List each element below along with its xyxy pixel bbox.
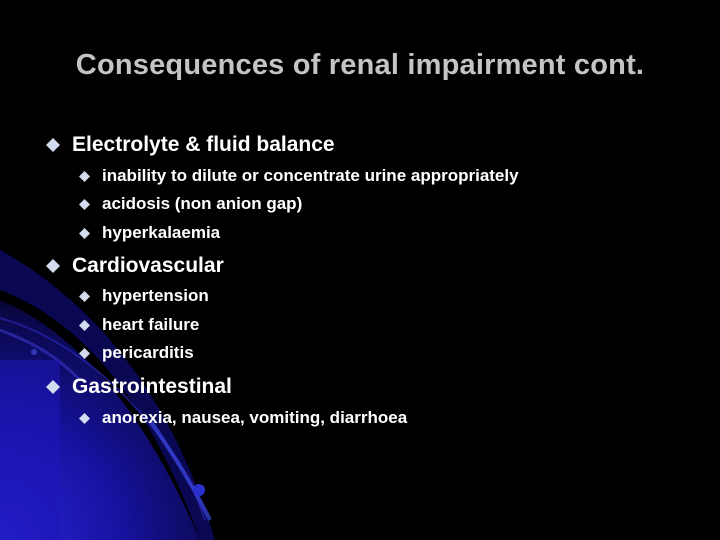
diamond-icon (79, 228, 90, 239)
bullet-gastrointestinal (46, 375, 232, 399)
bullet-electrolyte-fluid-balance (46, 133, 335, 157)
sub-bullet-text: hypertension (102, 286, 209, 305)
sub-bullet-text: anorexia, nausea, vomiting, diarrhoea (102, 408, 408, 427)
sub-bullet-anorexia-nausea (79, 408, 407, 428)
sub-bullet-text: pericarditis (102, 343, 194, 362)
bullet-text: Electrolyte & fluid balance (72, 133, 335, 156)
sub-bullet-heart-failure (79, 315, 199, 335)
bullet-cardiovascular (46, 254, 224, 278)
bullet-text: Cardiovascular (72, 254, 224, 277)
sub-bullet-text: acidosis (non anion gap) (102, 194, 303, 213)
diamond-icon (46, 380, 60, 394)
diamond-icon (79, 199, 90, 210)
diamond-icon (79, 291, 90, 302)
diamond-icon (46, 138, 60, 152)
sub-bullet-hypertension (79, 286, 209, 306)
diamond-icon (79, 171, 90, 182)
bullet-text: Gastrointestinal (72, 375, 232, 398)
diamond-icon (79, 413, 90, 424)
sub-bullet-text: inability to dilute or concentrate urine appropriately (102, 166, 519, 185)
sub-bullet-pericarditis (79, 343, 194, 363)
sub-bullet-acidosis (79, 194, 302, 214)
sub-bullet-text: hyperkalaemia (102, 223, 221, 242)
diamond-icon (79, 320, 90, 331)
sub-bullet-inability-dilute (79, 166, 519, 186)
slide-title: Consequences of renal impairment cont. (75, 49, 645, 81)
diamond-icon (79, 348, 90, 359)
sub-bullet-text: heart failure (102, 315, 200, 334)
diamond-icon (46, 259, 60, 273)
sub-bullet-hyperkalaemia (79, 223, 220, 243)
